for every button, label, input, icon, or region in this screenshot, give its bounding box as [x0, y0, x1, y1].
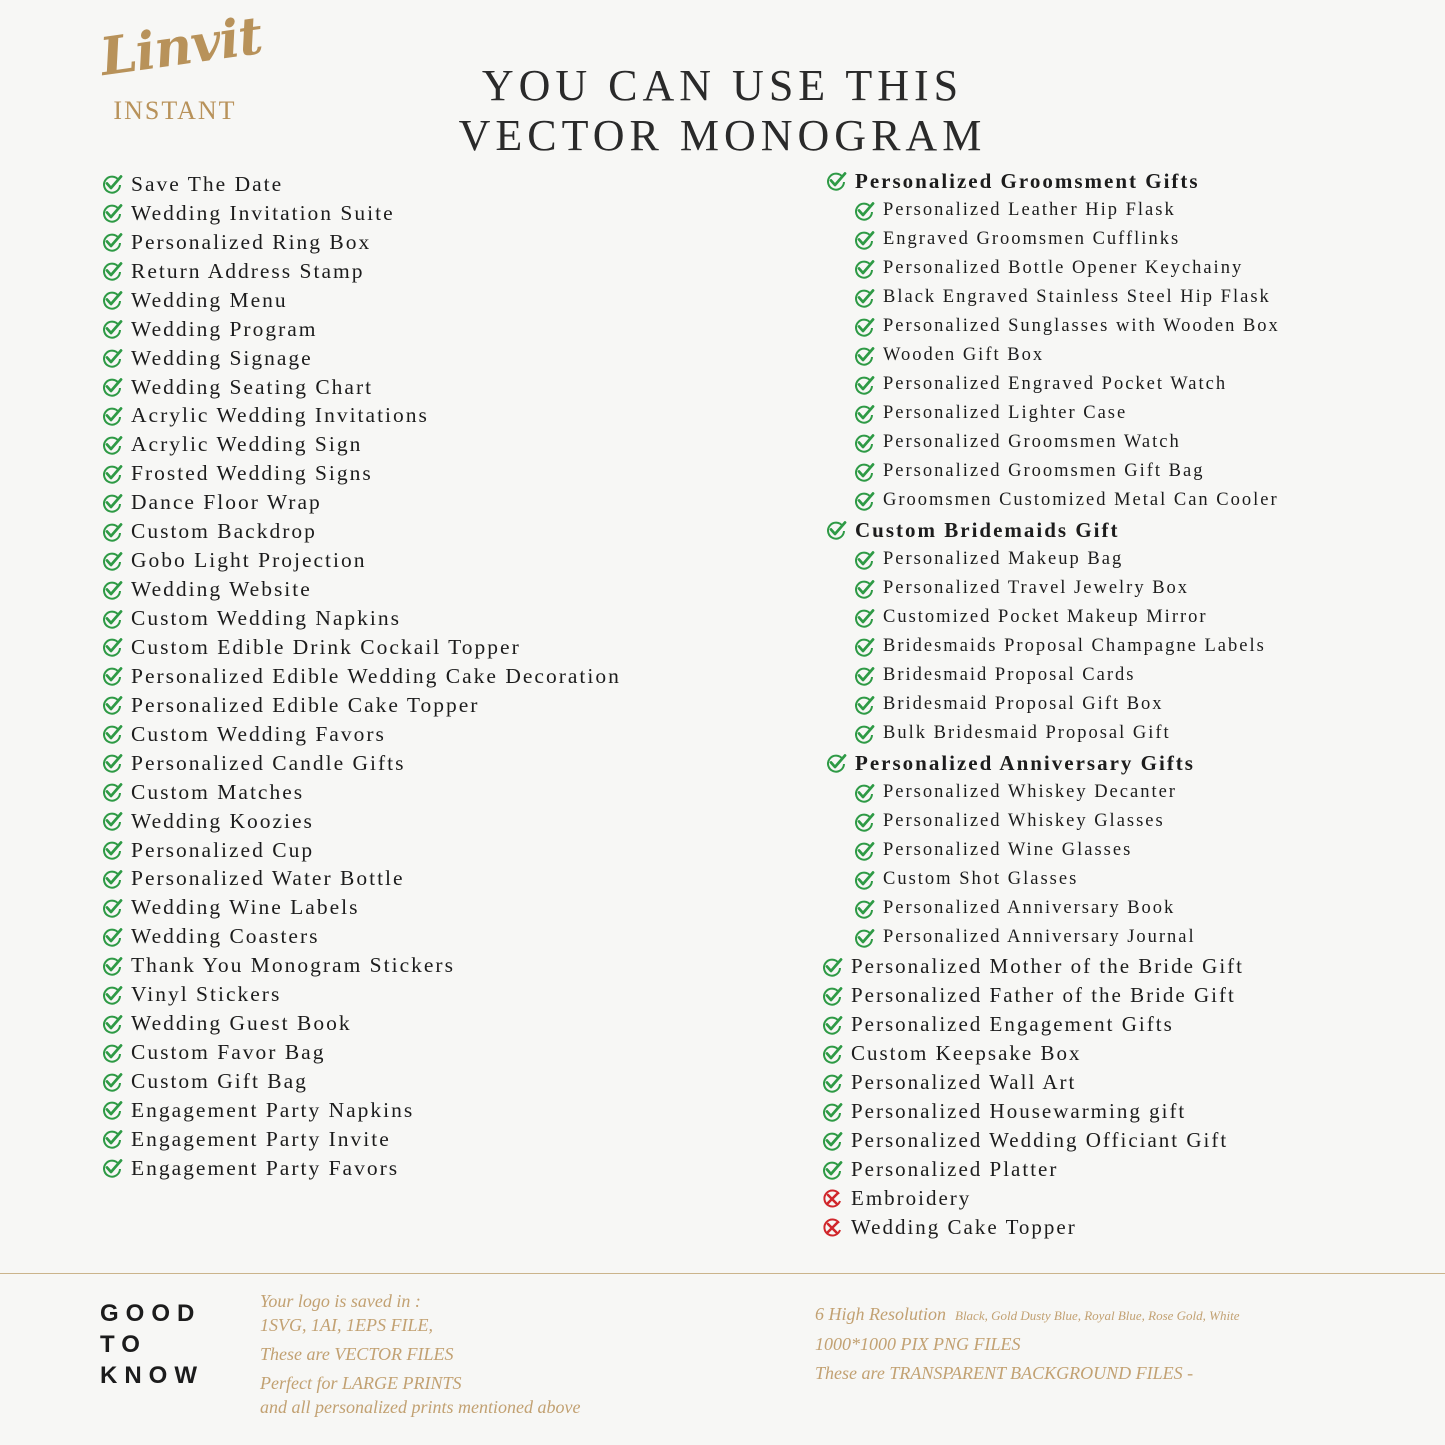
list-item-label: Custom Favor Bag — [131, 1040, 326, 1065]
list-item — [820, 1068, 1280, 1097]
list-item-label: Personalized Platter — [851, 1157, 1059, 1181]
list-item — [820, 341, 1280, 370]
check-icon — [100, 838, 124, 862]
check-icon — [100, 375, 124, 399]
note-saved-in: Your logo is saved in : — [260, 1291, 421, 1311]
list-item-label: Return Address Stamp — [131, 258, 365, 283]
list-item — [100, 1067, 621, 1096]
note-all-prints: and all personalized prints mentioned above — [260, 1397, 581, 1417]
check-icon — [100, 578, 124, 602]
check-icon — [100, 983, 124, 1007]
list-item-label: Vinyl Stickers — [131, 982, 282, 1007]
list-item-label: Bulk Bridesmaid Proposal Gift — [883, 723, 1171, 743]
list-item-label: Personalized Anniversary Gifts — [855, 750, 1195, 775]
check-icon — [852, 839, 876, 863]
file-format-notes — [260, 1289, 580, 1419]
check-icon — [820, 1071, 844, 1095]
list-item — [100, 836, 621, 865]
check-icon — [100, 896, 124, 920]
list-item-label: Custom Backdrop — [131, 519, 317, 544]
check-icon — [852, 257, 876, 281]
note-color-list: Black, Gold Dusty Blue, Royal Blue, Rose Gold, White — [955, 1308, 1240, 1323]
check-icon — [100, 751, 124, 775]
list-item-label: Engagement Party Favors — [131, 1155, 400, 1180]
check-icon — [820, 955, 844, 979]
list-item — [820, 254, 1280, 283]
check-icon — [852, 199, 876, 223]
list-item — [820, 428, 1280, 457]
list-item — [100, 691, 621, 720]
check-icon — [852, 781, 876, 805]
check-icon — [100, 462, 124, 486]
note-high-res-label: 6 High Resolution — [815, 1304, 946, 1324]
list-item-label: Wedding Menu — [131, 287, 288, 312]
list-item-label: Wedding Guest Book — [131, 1011, 352, 1036]
logo-subtitle: INSTANT — [113, 96, 237, 125]
list-item — [820, 836, 1280, 865]
list-item — [820, 778, 1280, 807]
list-item-label: Bridesmaid Proposal Cards — [883, 665, 1136, 685]
list-item-label: Engagement Party Napkins — [131, 1097, 415, 1122]
note-vector: These are VECTOR FILES — [260, 1344, 454, 1364]
check-icon — [100, 1127, 124, 1151]
list-item — [100, 488, 621, 517]
list-item — [820, 690, 1280, 719]
list-item-label: Personalized Engagement Gifts — [851, 1012, 1174, 1036]
left-product-list — [100, 170, 621, 1183]
check-icon — [852, 548, 876, 572]
list-item-label: Wedding Website — [131, 577, 312, 602]
list-item — [820, 748, 1280, 778]
check-icon — [100, 317, 124, 341]
list-item-label: Personalized Mother of the Bride Gift — [851, 954, 1244, 978]
list-item — [820, 952, 1280, 981]
list-item-label: Engraved Groomsmen Cufflinks — [883, 229, 1181, 249]
list-item — [820, 1213, 1280, 1242]
check-icon — [100, 780, 124, 804]
list-item-label: Dance Floor Wrap — [131, 490, 322, 515]
list-item-label: Wedding Signage — [131, 345, 313, 370]
list-item — [100, 459, 621, 488]
list-item — [820, 1155, 1280, 1184]
list-item-label: Personalized Housewarming gift — [851, 1099, 1187, 1123]
list-item-label: Personalized Wall Art — [851, 1070, 1077, 1094]
list-item — [820, 515, 1280, 545]
list-item-label: Personalized Candle Gifts — [131, 750, 406, 775]
list-item-label: Personalized Sunglasses with Wooden Box — [883, 316, 1280, 336]
list-item — [100, 546, 621, 575]
list-item-label: Personalized Leather Hip Flask — [883, 200, 1176, 220]
list-item — [100, 865, 621, 894]
list-item — [100, 633, 621, 662]
check-icon — [100, 1012, 124, 1036]
list-item — [100, 228, 621, 257]
check-icon — [100, 288, 124, 312]
page-title — [0, 61, 1445, 161]
list-item — [820, 632, 1280, 661]
list-item — [100, 257, 621, 286]
list-item — [820, 166, 1280, 196]
list-item — [820, 1097, 1280, 1126]
check-icon — [852, 228, 876, 252]
check-icon — [820, 1129, 844, 1153]
list-item — [100, 604, 621, 633]
list-item — [820, 283, 1280, 312]
check-icon — [100, 664, 124, 688]
list-item-label: Gobo Light Projection — [131, 548, 367, 573]
list-item — [820, 1126, 1280, 1155]
footer-divider — [0, 1273, 1445, 1274]
list-item — [100, 344, 621, 373]
list-item-label: Personalized Travel Jewelry Box — [883, 578, 1190, 598]
list-item-label: Wedding Coasters — [131, 924, 320, 949]
list-item — [100, 922, 621, 951]
check-icon — [100, 1156, 124, 1180]
list-item — [100, 373, 621, 402]
list-item-label: Custom Gift Bag — [131, 1069, 308, 1094]
check-icon — [100, 607, 124, 631]
title-line-1: YOU CAN USE THIS — [481, 61, 964, 111]
check-icon — [100, 1041, 124, 1065]
list-item-label: Wedding Cake Topper — [851, 1215, 1077, 1239]
check-icon — [852, 606, 876, 630]
note-transparent: These are TRANSPARENT BACKGROUND FILES - — [815, 1363, 1194, 1383]
logo-script: Linvit — [96, 5, 266, 89]
list-item — [820, 894, 1280, 923]
list-item — [100, 286, 621, 315]
check-icon — [852, 664, 876, 688]
list-item-label: Personalized Bottle Opener Keychainy — [883, 258, 1244, 278]
list-item-label: Save The Date — [131, 171, 284, 196]
cross-icon — [820, 1187, 844, 1211]
list-item-label: Bridesmaids Proposal Champagne Labels — [883, 636, 1266, 656]
list-item-label: Wedding Wine Labels — [131, 895, 360, 920]
list-item — [100, 893, 621, 922]
list-item-label: Custom Wedding Favors — [131, 721, 386, 746]
list-item-label: Personalized Cup — [131, 837, 315, 862]
check-icon — [852, 344, 876, 368]
list-item — [820, 661, 1280, 690]
check-icon — [852, 402, 876, 426]
list-item — [820, 603, 1280, 632]
list-item — [100, 170, 621, 199]
list-item-label: Custom Wedding Napkins — [131, 606, 402, 631]
list-item — [820, 807, 1280, 836]
list-item — [820, 399, 1280, 428]
list-item — [820, 457, 1280, 486]
list-item-label: Thank You Monogram Stickers — [131, 953, 455, 978]
list-item-label: Personalized Whiskey Glasses — [883, 811, 1165, 831]
check-icon — [100, 635, 124, 659]
check-icon — [820, 984, 844, 1008]
list-item — [100, 720, 621, 749]
list-item — [820, 545, 1280, 574]
list-item-label: Personalized Edible Cake Topper — [131, 692, 480, 717]
list-item — [100, 1038, 621, 1067]
check-icon — [852, 868, 876, 892]
check-icon — [100, 491, 124, 515]
list-item — [100, 199, 621, 228]
check-icon — [852, 315, 876, 339]
check-icon — [100, 404, 124, 428]
list-item-label: Custom Bridemaids Gift — [855, 517, 1120, 542]
list-item-label: Personalized Edible Wedding Cake Decoration — [131, 663, 621, 688]
check-icon — [824, 751, 848, 775]
check-icon — [100, 954, 124, 978]
list-item-label: Personalized Lighter Case — [883, 403, 1128, 423]
list-item — [820, 370, 1280, 399]
list-item-label: Engagement Party Invite — [131, 1126, 391, 1151]
list-item — [820, 1039, 1280, 1068]
list-item-label: Bridesmaid Proposal Gift Box — [883, 694, 1164, 714]
list-item-label: Personalized Whiskey Decanter — [883, 782, 1177, 802]
check-icon — [820, 1042, 844, 1066]
list-item — [100, 980, 621, 1009]
gtk-line-2: TO — [100, 1331, 147, 1358]
check-icon — [100, 346, 124, 370]
list-item-label: Wedding Invitation Suite — [131, 200, 395, 225]
list-item — [100, 951, 621, 980]
check-icon — [852, 810, 876, 834]
list-item-label: Personalized Ring Box — [131, 229, 372, 254]
check-icon — [100, 259, 124, 283]
check-icon — [820, 1013, 844, 1037]
list-item-label: Personalized Wine Glasses — [883, 840, 1133, 860]
check-icon — [100, 201, 124, 225]
list-item-label: Wedding Koozies — [131, 808, 314, 833]
list-item-label: Custom Matches — [131, 779, 305, 804]
list-item — [820, 196, 1280, 225]
check-icon — [852, 489, 876, 513]
title-line-2: VECTOR MONOGRAM — [458, 111, 987, 161]
check-icon — [824, 518, 848, 542]
check-icon — [852, 926, 876, 950]
list-item — [820, 1184, 1280, 1213]
list-item — [100, 662, 621, 691]
list-item-label: Black Engraved Stainless Steel Hip Flask — [883, 287, 1271, 307]
list-item-label: Custom Keepsake Box — [851, 1041, 1082, 1065]
list-item-label: Acrylic Wedding Invitations — [131, 403, 429, 428]
list-item-label: Wedding Program — [131, 316, 318, 341]
list-item — [820, 1010, 1280, 1039]
check-icon — [100, 433, 124, 457]
list-item-label: Personalized Father of the Bride Gift — [851, 983, 1236, 1007]
check-icon — [852, 373, 876, 397]
list-item — [100, 807, 621, 836]
list-item-label: Personalized Groomsmen Gift Bag — [883, 461, 1205, 481]
list-item-label: Personalized Wedding Officiant Gift — [851, 1128, 1229, 1152]
list-item — [820, 923, 1280, 952]
check-icon — [852, 286, 876, 310]
check-icon — [100, 1098, 124, 1122]
check-icon — [100, 693, 124, 717]
list-item — [100, 402, 621, 431]
list-item-label: Personalized Groomsmen Watch — [883, 432, 1181, 452]
list-item — [100, 517, 621, 546]
check-icon — [100, 549, 124, 573]
list-item — [820, 486, 1280, 515]
list-item — [100, 1154, 621, 1183]
check-icon — [100, 722, 124, 746]
check-icon — [100, 809, 124, 833]
list-item-label: Custom Shot Glasses — [883, 869, 1079, 889]
note-large-prints: Perfect for LARGE PRINTS — [260, 1373, 462, 1393]
list-item — [820, 981, 1280, 1010]
check-icon — [852, 460, 876, 484]
list-item-label: Personalized Groomsment Gifts — [855, 168, 1200, 193]
list-item-label: Embroidery — [851, 1186, 972, 1210]
list-item — [820, 312, 1280, 341]
note-file-types: 1SVG, 1AI, 1EPS FILE, — [260, 1315, 433, 1335]
list-item-label: Wedding Seating Chart — [131, 374, 374, 399]
list-item — [100, 575, 621, 604]
right-product-list — [820, 166, 1280, 1242]
list-item — [100, 778, 621, 807]
good-to-know-heading — [100, 1298, 204, 1391]
check-icon — [824, 169, 848, 193]
list-item — [100, 430, 621, 459]
check-icon — [100, 925, 124, 949]
check-icon — [852, 722, 876, 746]
gtk-line-3: KNOW — [100, 1362, 204, 1389]
list-item — [100, 1009, 621, 1038]
check-icon — [100, 520, 124, 544]
list-item — [820, 225, 1280, 254]
check-icon — [852, 577, 876, 601]
check-icon — [820, 1100, 844, 1124]
list-item — [820, 865, 1280, 894]
check-icon — [820, 1158, 844, 1182]
list-item-label: Custom Edible Drink Cockail Topper — [131, 634, 521, 659]
list-item-label: Acrylic Wedding Sign — [131, 432, 363, 457]
list-item-label: Personalized Makeup Bag — [883, 549, 1124, 569]
png-file-notes — [815, 1300, 1239, 1388]
check-icon — [852, 431, 876, 455]
list-item — [820, 574, 1280, 603]
list-item-label: Groomsmen Customized Metal Can Cooler — [883, 490, 1279, 510]
check-icon — [100, 230, 124, 254]
check-icon — [852, 635, 876, 659]
list-item — [100, 749, 621, 778]
check-icon — [100, 1070, 124, 1094]
list-item — [100, 1125, 621, 1154]
cross-icon — [820, 1216, 844, 1240]
check-icon — [852, 897, 876, 921]
list-item-label: Customized Pocket Makeup Mirror — [883, 607, 1208, 627]
gtk-line-1: GOOD — [100, 1300, 202, 1327]
list-item-label: Personalized Anniversary Book — [883, 898, 1176, 918]
check-icon — [852, 693, 876, 717]
list-item-label: Frosted Wedding Signs — [131, 461, 373, 486]
check-icon — [100, 867, 124, 891]
list-item-label: Personalized Anniversary Journal — [883, 927, 1196, 947]
list-item — [820, 719, 1280, 748]
list-item-label: Personalized Engraved Pocket Watch — [883, 374, 1228, 394]
note-png-size: 1000*1000 PIX PNG FILES — [815, 1334, 1021, 1354]
list-item-label: Wooden Gift Box — [883, 345, 1045, 365]
list-item-label: Personalized Water Bottle — [131, 866, 405, 891]
note-high-res — [815, 1300, 1239, 1330]
check-icon — [100, 172, 124, 196]
list-item — [100, 1096, 621, 1125]
list-item — [100, 315, 621, 344]
